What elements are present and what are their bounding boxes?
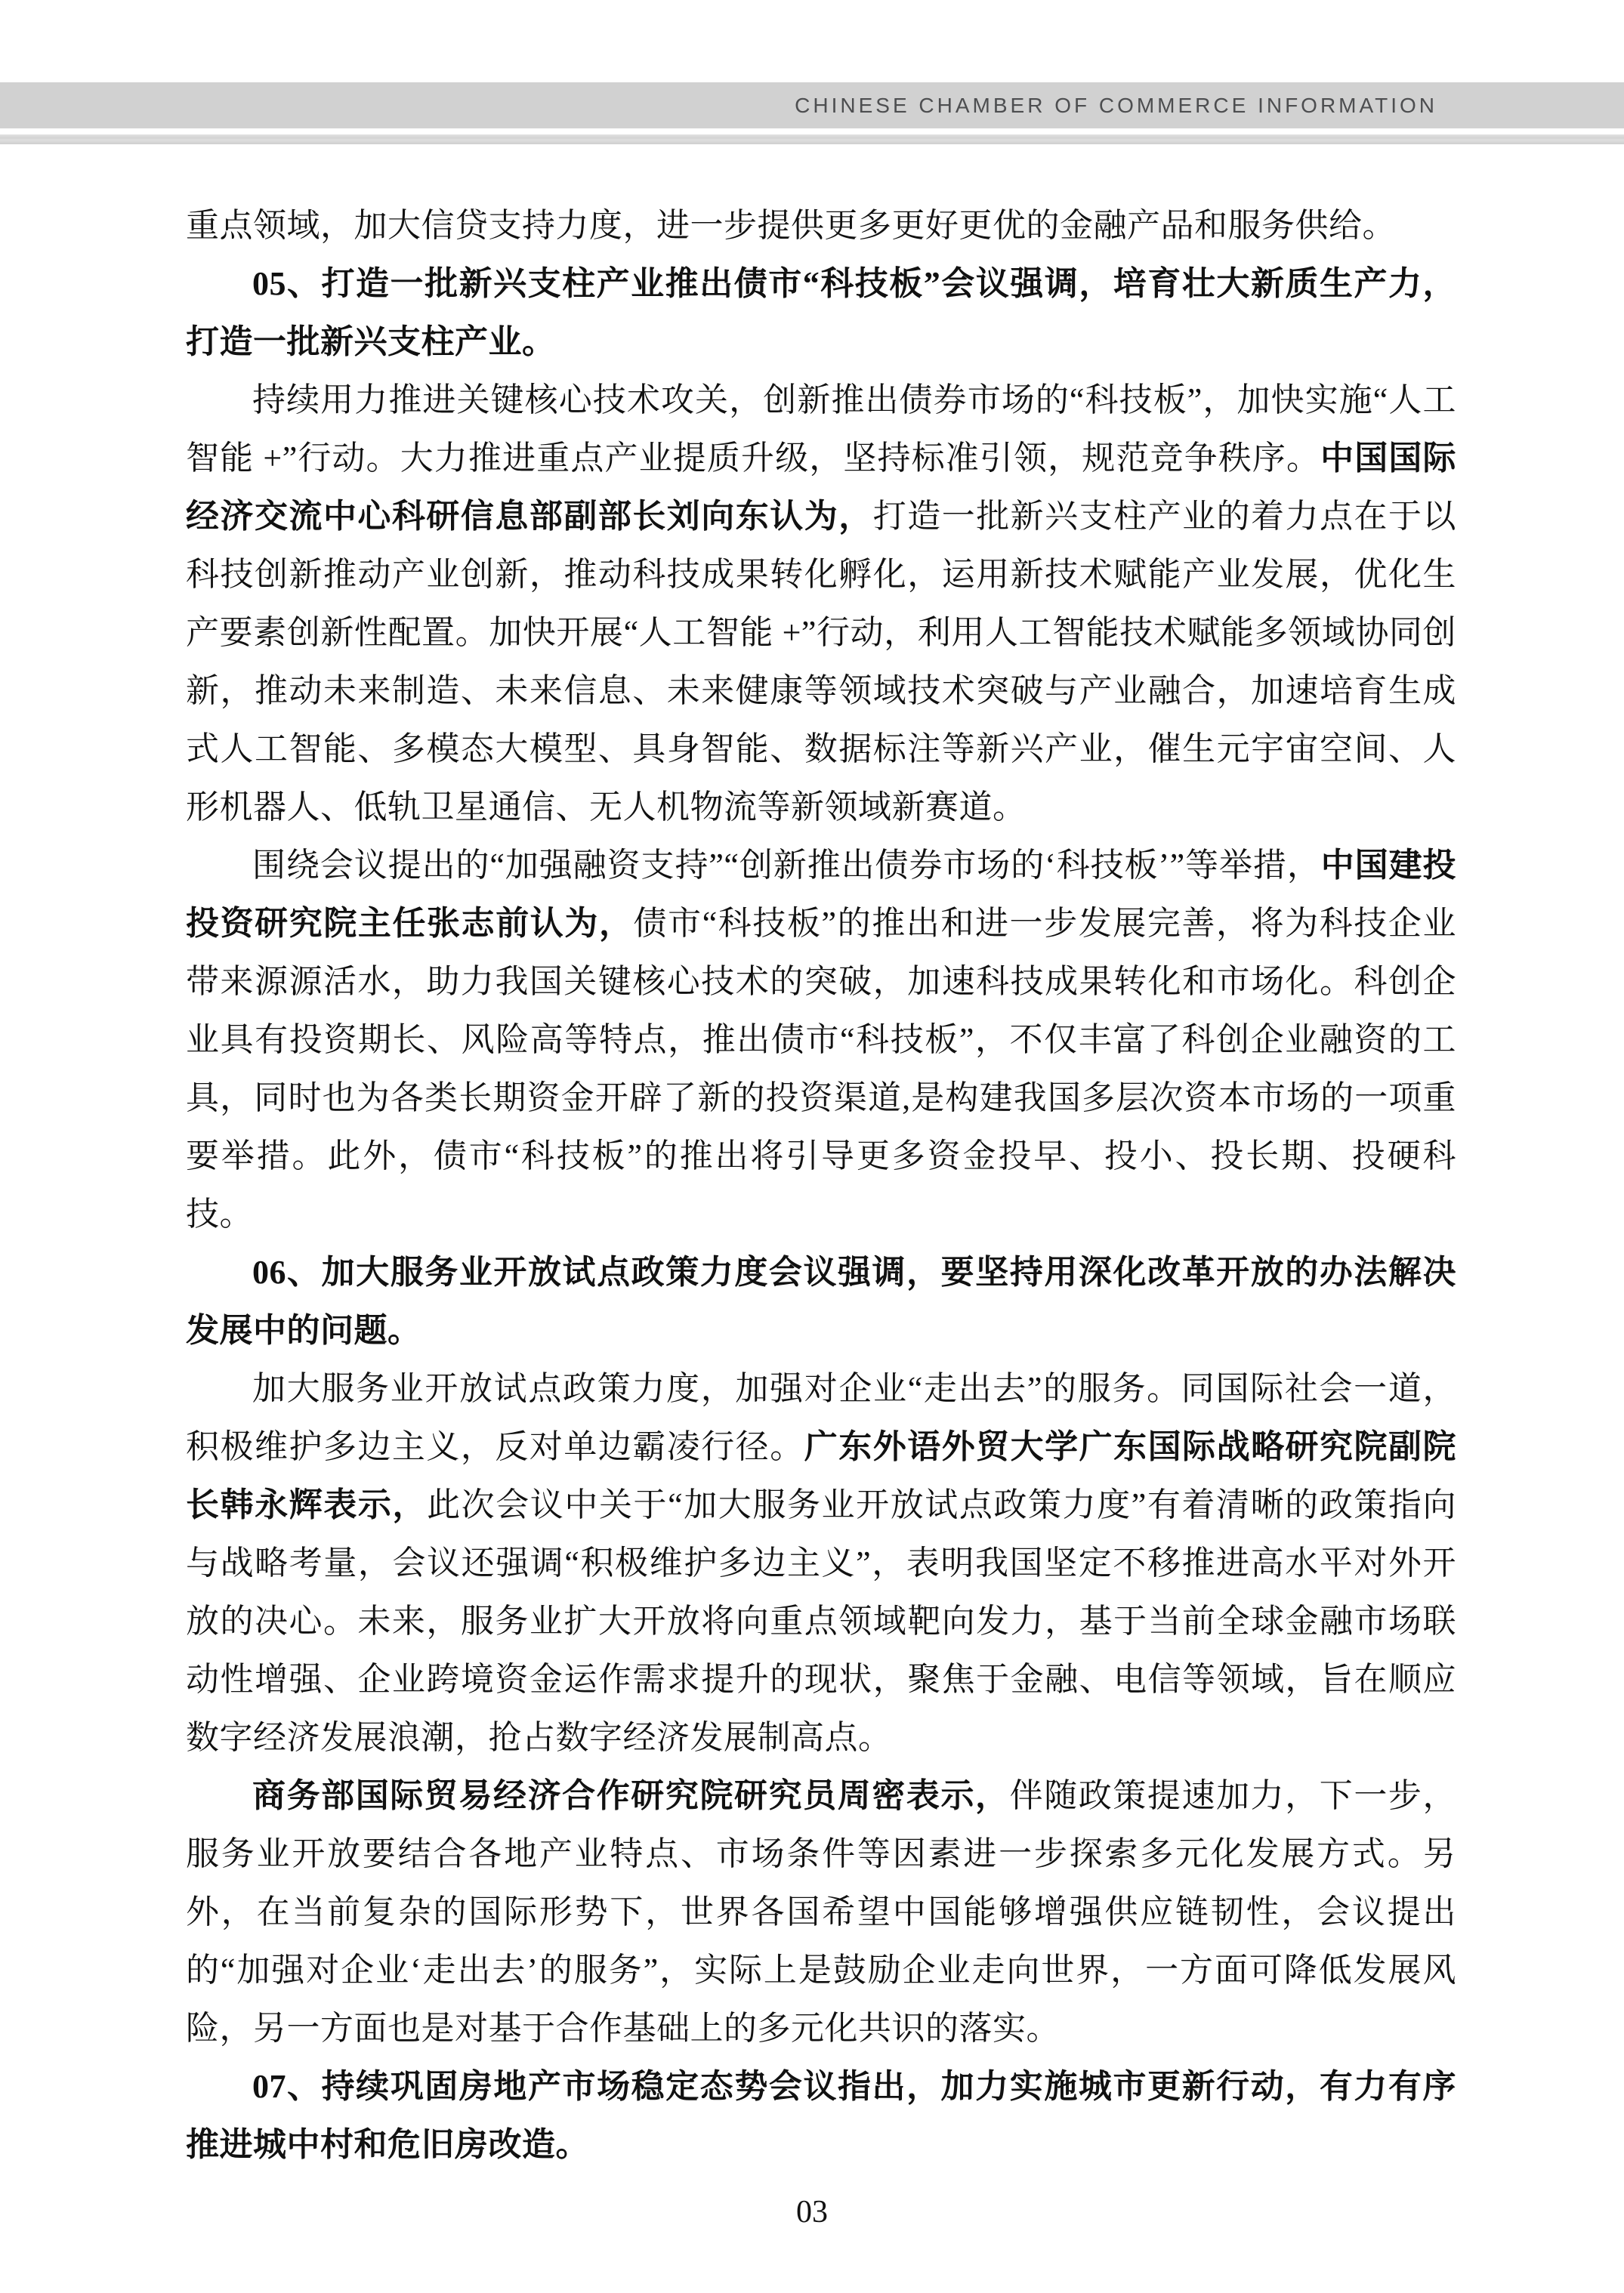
bold-text-run: 商务部国际贸易经济合作研究院研究员周密表示， bbox=[252, 1777, 1010, 1814]
paragraph bbox=[186, 1243, 1456, 1359]
header-banner bbox=[0, 82, 1624, 128]
paragraph bbox=[186, 371, 1456, 836]
text-run: 围绕会议提出的“加强融资支持”“创新推出债券市场的‘科技板’”等举措， bbox=[252, 847, 1321, 884]
text-run: 加大服务业开放试点政策力度，加强对企业“走出去”的服务。同国际社会一道，积极维护多边主义，反对单边霸凌行径。 bbox=[186, 1370, 1456, 1465]
header-stripe bbox=[0, 134, 1624, 144]
bold-text-run: 05、打造一批新兴支柱产业推出债市“科技板”会议强调，培育壮大新质生产力，打造一批新兴支柱产业。 bbox=[186, 265, 1456, 360]
paragraph bbox=[186, 255, 1456, 371]
document-body bbox=[186, 196, 1456, 2174]
text-run: 重点领域，加大信贷支持力度，进一步提供更多更好更优的金融产品和服务供给。 bbox=[186, 207, 1396, 244]
paragraph bbox=[186, 2057, 1456, 2174]
paragraph bbox=[186, 1359, 1456, 1767]
paragraph bbox=[186, 196, 1456, 255]
text-run: 此次会议中关于“加大服务业开放试点政策力度”有着清晰的政策指向与战略考量，会议还强调“积极维护多边主义”，表明我国坚定不移推进高水平对外开放的决心。未来，服务业扩大开放将向重点领域靶向发力，基于当前全球金融市场联动性增强、企业跨境资金运作需求提升的现状，聚焦于金融、电信等领域，旨在顺应数字经济发展浪潮，抢占数字经济发展制高点。 bbox=[186, 1486, 1457, 1756]
bold-text-run: 中国国际经济交流中心科研信息部副部长刘向东认为， bbox=[186, 440, 1457, 535]
bold-text-run: 07、持续巩固房地产市场稳定态势会议指出，加力实施城市更新行动，有力有序推进城中村和危旧房改造。 bbox=[186, 2068, 1456, 2163]
page-number: 03 bbox=[796, 2195, 828, 2230]
text-run: 持续用力推进关键核心技术攻关，创新推出债券市场的“科技板”，加快实施“人工智能 +”行动。大力推进重点产业提质升级，坚持标准引领，规范竞争秩序。 bbox=[186, 381, 1456, 477]
bold-text-run: 06、加大服务业开放试点政策力度会议强调，要坚持用深化改革开放的办法解决发展中的问题。 bbox=[186, 1254, 1456, 1349]
header-banner-title: CHINESE CHAMBER OF COMMERCE INFORMATION bbox=[795, 93, 1437, 117]
text-run: 伴随政策提速加力，下一步，服务业开放要结合各地产业特点、市场条件等因素进一步探索多元化发展方式。另外，在当前复杂的国际形势下，世界各国希望中国能够增强供应链韧性，会议提出的“加强对企业‘走出去’的服务”，实际上是鼓励企业走向世界，一方面可降低发展风险，另一方面也是对基于合作基础上的多元化共识的落实。 bbox=[186, 1777, 1457, 2047]
text-run: 债市“科技板”的推出和进一步发展完善，将为科技企业带来源源活水，助力我国关键核心技术的突破，加速科技成果转化和市场化。科创企业具有投资期长、风险高等特点，推出债市“科技板”，不仅丰富了科创企业融资的工具，同时也为各类长期资金开辟了新的投资渠道,是构建我国多层次资本市场的一项重要举措。此外，债市“科技板”的推出将引导更多资金投早、投小、投长期、投硬科技。 bbox=[186, 905, 1456, 1233]
text-run: 打造一批新兴支柱产业的着力点在于以科技创新推动产业创新，推动科技成果转化孵化，运用新技术赋能产业发展，优化生产要素创新性配置。加快开展“人工智能 +”行动，利用人工智能技术赋能多领域协同创新，推动未来制造、未来信息、未来健康等领域技术突破与产业融合，加速培育生成式人工智能、多模态大模型、具身智能、数据标注等新兴产业，催生元宇宙空间、人形机器人、低轨卫星通信、无人机物流等新领域新赛道。 bbox=[186, 498, 1457, 826]
paragraph bbox=[186, 836, 1456, 1243]
bold-text-run: 广东外语外贸大学广东国际战略研究院副院长韩永辉表示， bbox=[186, 1428, 1456, 1523]
paragraph bbox=[186, 1767, 1456, 2057]
bold-text-run: 中国建投投资研究院主任张志前认为， bbox=[186, 847, 1457, 942]
